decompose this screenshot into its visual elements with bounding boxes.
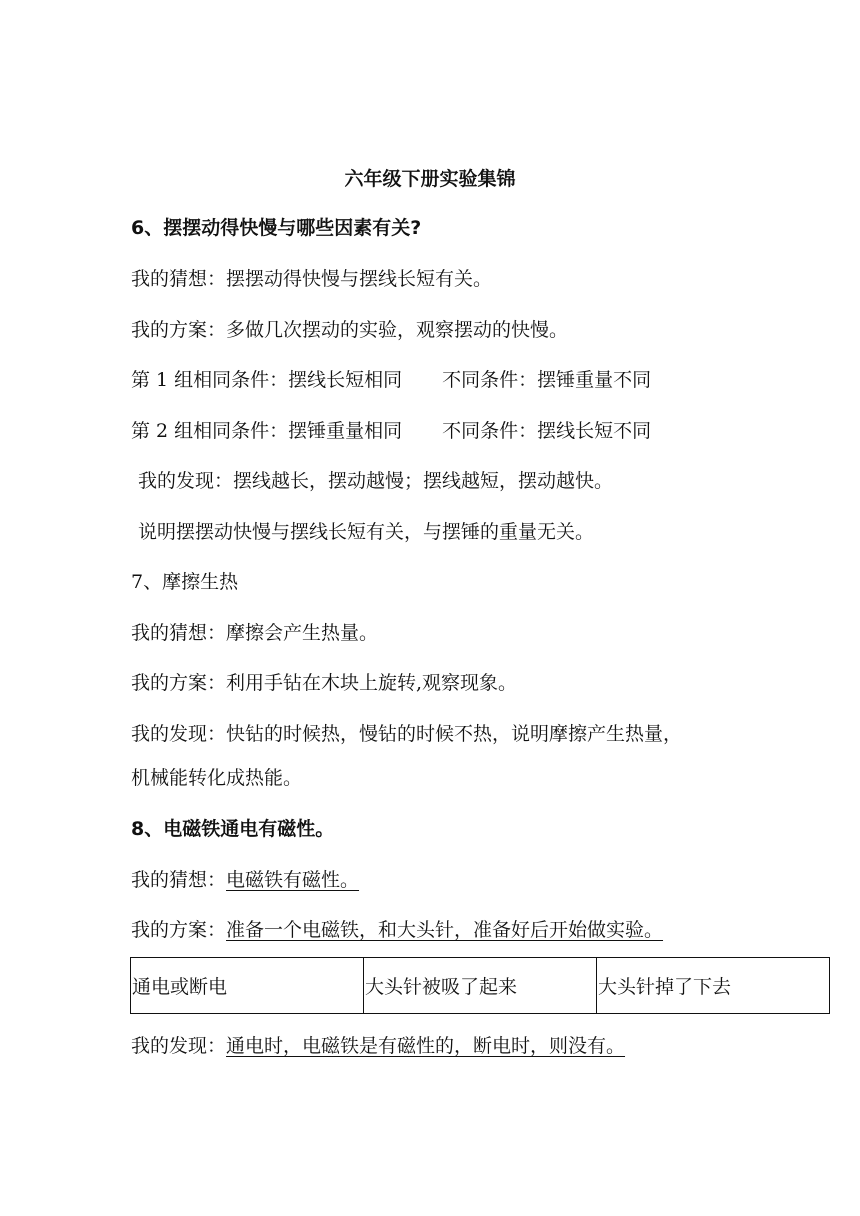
- section-6-finding: 我的发现：摆线越长，摆动越慢；摆线越短，摆动越快。: [138, 470, 614, 492]
- guess-label: 我的猜想：: [131, 869, 227, 891]
- guess-text: 摆摆动得快慢与摆线长短有关。: [226, 268, 493, 290]
- group-1-diff: 不同条件：摆锤重量不同: [442, 369, 652, 391]
- table-cell-dropped: 大头针掉了下去: [597, 958, 830, 1014]
- guess-label: 我的猜想：: [131, 268, 227, 290]
- guess-label: 我的猜想：: [131, 622, 227, 644]
- table-row: [131, 958, 830, 1014]
- section-7-heading: 7、摩擦生热: [131, 571, 239, 593]
- section-6-guess: [131, 267, 492, 291]
- plan-text: 利用手钻在木块上旋转,观察现象。: [226, 672, 518, 694]
- section-6-plan: [131, 318, 568, 342]
- section-6-group-1: [131, 368, 651, 392]
- section-8-plan: [131, 918, 663, 942]
- section-6-conclusion: 说明摆摆动快慢与摆线长短有关，与摆锤的重量无关。: [138, 521, 595, 543]
- finding-text: 通电时，电磁铁是有磁性的，断电时，则没有。: [226, 1035, 626, 1057]
- section-7-finding-line-1: 我的发现：快钻的时候热，慢钻的时候不热，说明摩擦产生热量，: [131, 723, 683, 745]
- page-title: 六年级下册实验集锦: [344, 168, 516, 190]
- plan-text: 准备一个电磁铁，和大头针，准备好后开始做实验。: [226, 919, 664, 941]
- plan-label: 我的方案：: [131, 919, 227, 941]
- finding-label: 我的发现：: [131, 1035, 227, 1057]
- section-8-heading: 8、电磁铁通电有磁性。: [131, 818, 335, 840]
- table-cell-attracted: 大头针被吸了起来: [364, 958, 597, 1014]
- group-1-same: 第 1 组相同条件：摆线长短相同: [131, 369, 403, 391]
- group-2-diff: 不同条件：摆线长短不同: [442, 420, 652, 442]
- section-7-plan: [131, 671, 517, 695]
- section-8-finding: [131, 1034, 625, 1058]
- guess-text: 电磁铁有磁性。: [226, 869, 360, 891]
- section-7-guess: [131, 621, 378, 645]
- plan-label: 我的方案：: [131, 672, 227, 694]
- plan-text: 多做几次摆动的实验，观察摆动的快慢。: [226, 319, 569, 341]
- section-6-heading: 6、摆摆动得快慢与哪些因素有关?: [131, 217, 422, 239]
- section-7-finding-line-2: 机械能转化成热能。: [131, 767, 303, 789]
- plan-label: 我的方案：: [131, 319, 227, 341]
- experiment-table: [130, 957, 830, 1014]
- guess-text: 摩擦会产生热量。: [226, 622, 379, 644]
- table-cell-condition: 通电或断电: [131, 958, 364, 1014]
- group-2-same: 第 2 组相同条件：摆锤重量相同: [131, 420, 403, 442]
- section-8-guess: [131, 868, 359, 892]
- section-6-group-2: [131, 419, 651, 443]
